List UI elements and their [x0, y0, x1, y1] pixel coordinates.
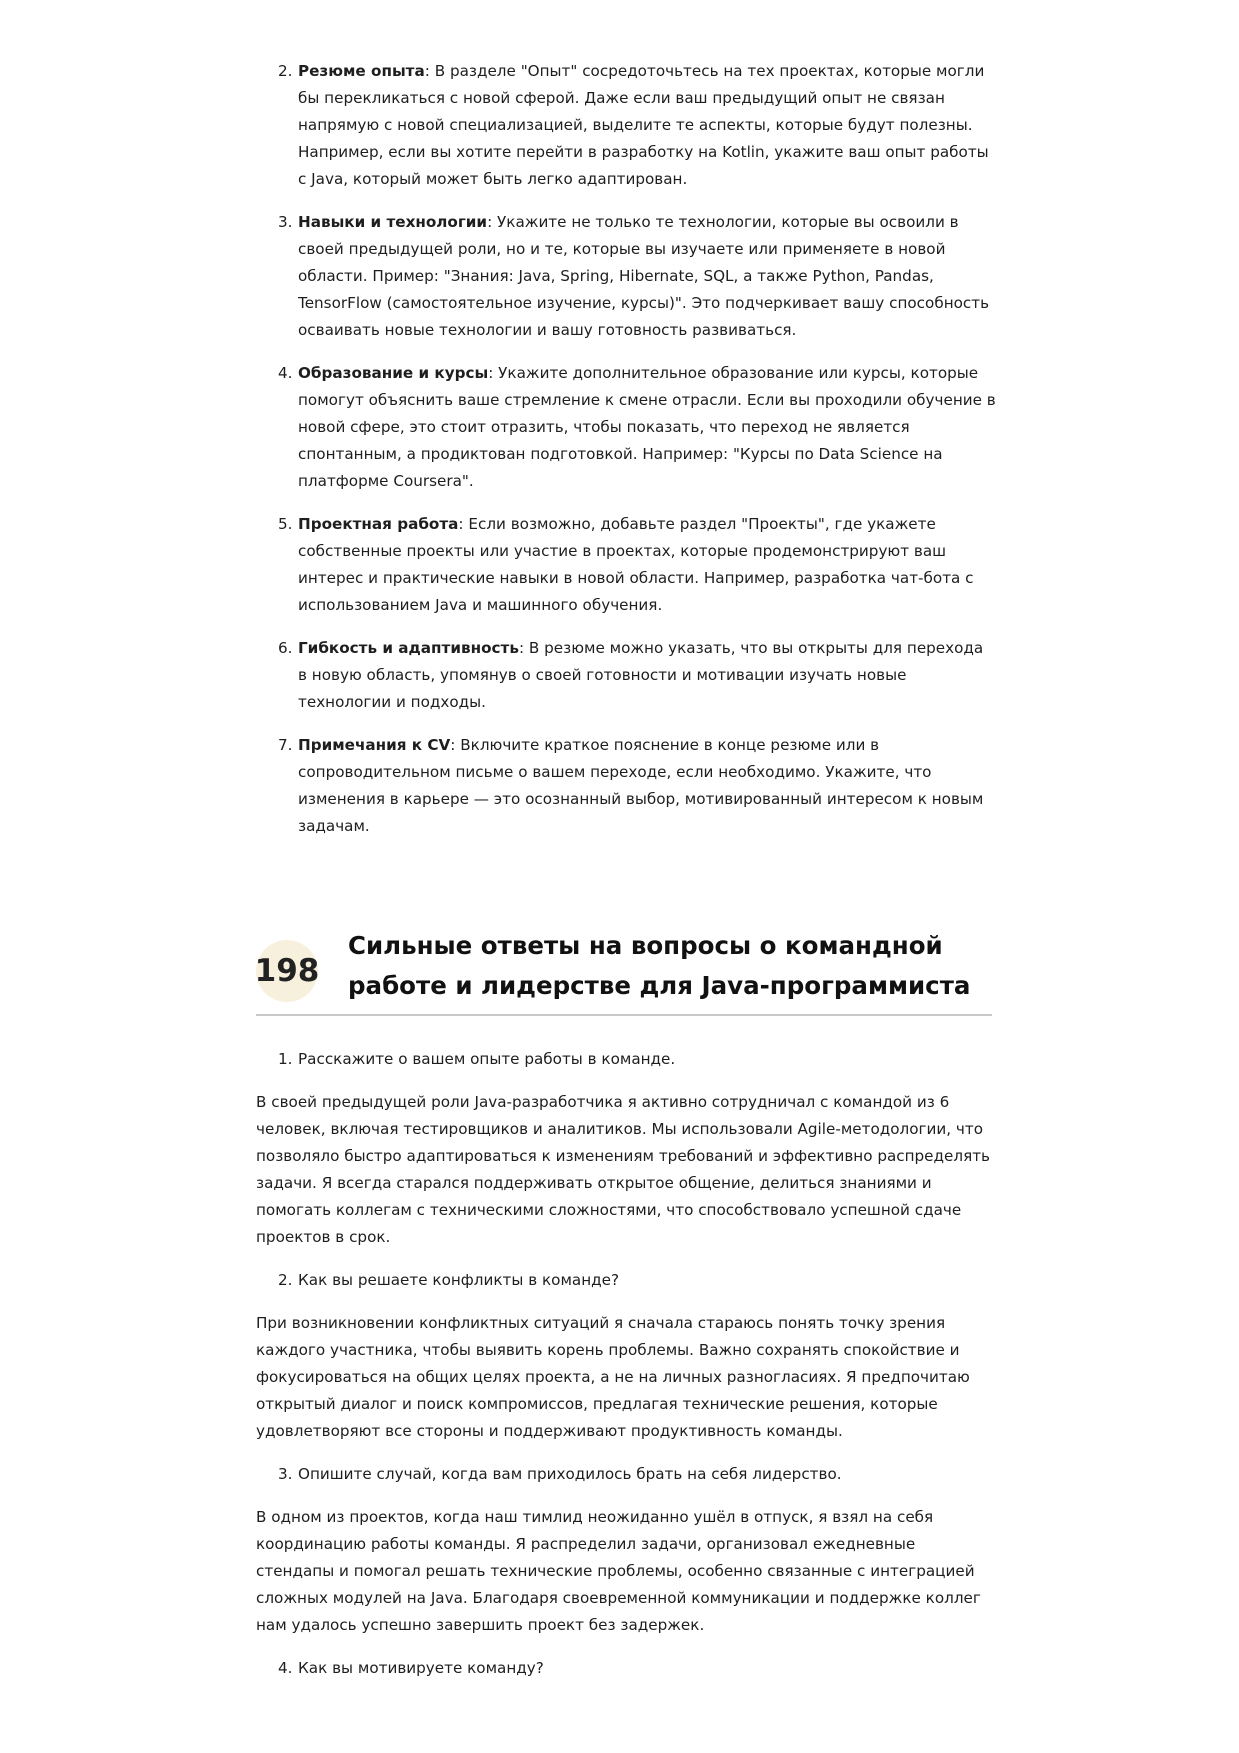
list-item-text: : Укажите дополнительное образование или курсы, которые помогут объяснить ваше стремление к смене отрасли. Если вы проходили обучение в новой сфере, это стоит отразить, чтобы показать, что переход не является спонтанным, а продиктован подготовкой. Например: "Курсы по Data Science на платформе Coursera".: [298, 364, 996, 490]
list-number: 4.: [278, 364, 293, 382]
resume-tips-list: [256, 58, 996, 856]
list-number: 5.: [278, 515, 293, 533]
list-item: [256, 732, 996, 840]
list-item: [256, 511, 996, 619]
question-text: Как вы решаете конфликты в команде?: [298, 1271, 620, 1289]
list-item-title: Резюме опыта: [298, 62, 425, 80]
list-item: [256, 209, 996, 344]
list-item-text: : Если возможно, добавьте раздел "Проекты", где укажете собственные проекты или участие в проектах, которые продемонстрируют ваш интерес и практические навыки в новой области. Например, разработка чат-бота с использованием Java и машинного обучения.: [298, 515, 974, 614]
list-number: 2.: [278, 62, 293, 80]
list-item: [256, 360, 996, 495]
list-item-text: : В разделе "Опыт" сосредоточьтесь на тех проектах, которые могли бы перекликаться с новой сферой. Даже если ваш предыдущий опыт не связан напрямую с новой специализацией, выделите те аспекты, которые будут полезны. Например, если вы хотите перейти в разработку на Kotlin, укажите ваш опыт работы с Java, который может быть легко адаптирован.: [298, 62, 989, 188]
list-number: 7.: [278, 736, 293, 754]
list-item-text: : Включите краткое пояснение в конце резюме или в сопроводительном письме о вашем переходе, если необходимо. Укажите, что изменения в карьере — это осознанный выбор, мотивированный интересом к новым задачам.: [298, 736, 984, 835]
question-item: [256, 1655, 996, 1682]
list-item-text: : В резюме можно указать, что вы открыты для перехода в новую область, упомянув о своей готовности и мотивации изучать новые технологии и подходы.: [298, 639, 984, 711]
question-number: 3.: [278, 1465, 293, 1483]
answer-paragraph: В одном из проектов, когда наш тимлид неожиданно ушёл в отпуск, я взял на себя координацию работы команды. Я распределил задачи, организовал ежедневные стендапы и помогал решать технические проблемы, особенно связанные с интеграцией сложных модулей на Java. Благодаря своевременной коммуникации и поддержке коллег нам удалось успешно завершить проект без задержек.: [256, 1508, 981, 1634]
list-item-text: : Укажите не только те технологии, которые вы освоили в своей предыдущей роли, но и те, которые вы изучаете или применяете в новой области. Пример: "Знания: Java, Spring, Hibernate, SQL, а также Python, Pandas, TensorFlow (самостоятельное изучение, курсы)". Это подчеркивает вашу способность осваивать новые технологии и вашу готовность развиваться.: [298, 213, 990, 339]
list-item-title: Образование и курсы: [298, 364, 489, 382]
list-number: 6.: [278, 639, 293, 657]
section-title: Сильные ответы на вопросы о командной работе и лидерстве для Java-программиста: [348, 931, 971, 1000]
list-item: [256, 58, 996, 193]
qa-section: [256, 1046, 996, 1698]
question-item: [256, 1267, 996, 1294]
question-item: [256, 1461, 996, 1488]
question-number: 1.: [278, 1050, 293, 1068]
section-header: [256, 926, 992, 1016]
question-text: Расскажите о вашем опыте работы в команде.: [298, 1050, 676, 1068]
question-number: 2.: [278, 1271, 293, 1289]
question-text: Опишите случай, когда вам приходилось брать на себя лидерство.: [298, 1465, 842, 1483]
section-number-badge: 198: [256, 940, 318, 1002]
list-number: 3.: [278, 213, 293, 231]
question-text: Как вы мотивируете команду?: [298, 1659, 544, 1677]
list-item: [256, 635, 996, 716]
question-number: 4.: [278, 1659, 293, 1677]
list-item-title: Проектная работа: [298, 515, 459, 533]
answer-paragraph: При возникновении конфликтных ситуаций я сначала стараюсь понять точку зрения каждого участника, чтобы выявить корень проблемы. Важно сохранять спокойствие и фокусироваться на общих целях проекта, а не на личных разногласиях. Я предпочитаю открытый диалог и поиск компромиссов, предлагая технические решения, которые удовлетворяют все стороны и поддерживают продуктивность команды.: [256, 1314, 970, 1440]
answer-paragraph: В своей предыдущей роли Java-разработчика я активно сотрудничал с командой из 6 человек, включая тестировщиков и аналитиков. Мы использовали Agile-методологии, что позволяло быстро адаптироваться к изменениям требований и эффективно распределять задачи. Я всегда старался поддерживать открытое общение, делиться знаниями и помогать коллегам с техническими сложностями, что способствовало успешной сдаче проектов в срок.: [256, 1093, 991, 1246]
list-item-title: Гибкость и адаптивность: [298, 639, 519, 657]
list-item-title: Примечания к CV: [298, 736, 451, 754]
list-item-title: Навыки и технологии: [298, 213, 488, 231]
question-item: [256, 1046, 996, 1073]
